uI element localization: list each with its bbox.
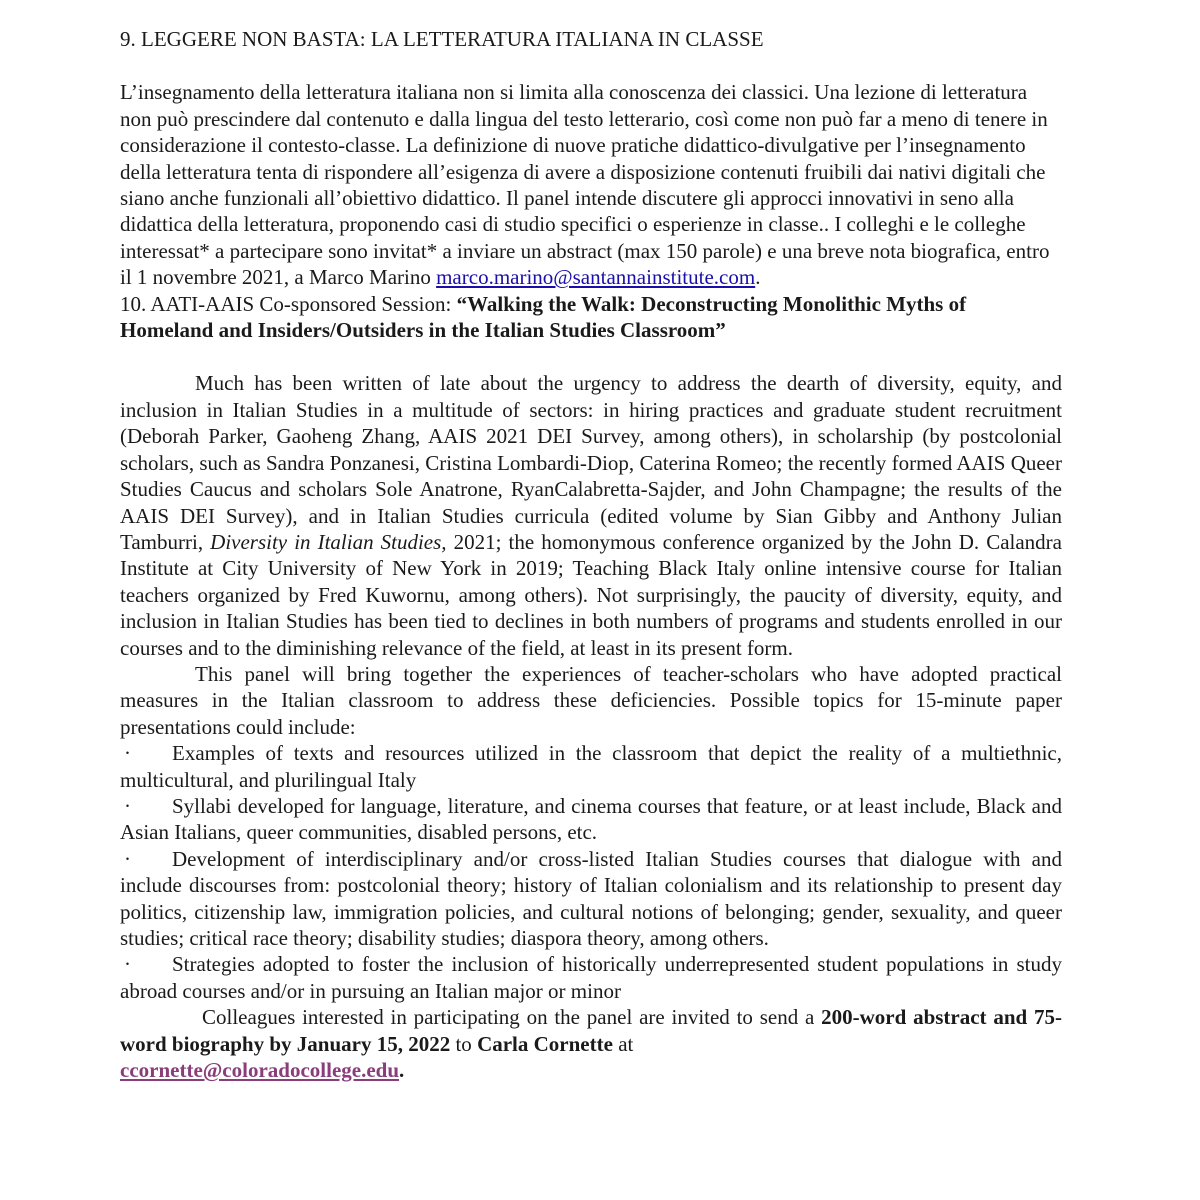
closing-text-c: at	[612, 1031, 634, 1056]
section-10-prefix: 10. AATI-AAIS Co-sponsored Session:	[120, 291, 457, 316]
bullet-text: Examples of texts and resources utilized in the classroom that depict the reality of a multiethnic, multicultural, and plurilingual Italy	[120, 741, 1062, 792]
section-10-paragraph-1	[120, 370, 1062, 660]
carla-cornette-email-link[interactable]: ccornette@coloradocollege.edu	[120, 1058, 400, 1083]
section-9-body	[120, 79, 1062, 290]
closing-period: .	[399, 1058, 405, 1083]
section-9-period: .	[755, 265, 761, 290]
book-title: Diversity in Italian Studies,	[210, 529, 447, 554]
section-9-text: L’insegnamento della letteratura italiana non si limita alla conoscenza dei classici. Una lezione di letteratura non può prescindere dal contenuto e dalla lingua del testo letterario, così come non può far a meno di tenere in considerazione il contesto-classe. La definizione di nuove pratiche didattico-divulgative per l’insegnamento della letteratura tenta di rispondere all’esigenza di avere a disposizione contenuti fruibili dai nativi digitali che siano anche funzionali all’obiettivo didattico. Il panel intende discutere gli approcci innovativi in seno alla didattica della letteratura, proponendo casi di studio specifici o esperienze in classe.. I colleghi e le colleghe interessat* a partecipare sono invitat* a inviare un abstract (max 150 parole) e una breve nota biografica, entro il 1 novembre 2021, a Marco Marino	[120, 80, 1050, 290]
para1-text-b: 2021; the homonymous conference organized by the John D. Calandra Institute at City University of New York in 2019; Teaching Black Italy online intensive course for Italian teachers organized by Fred Kuwornu, among others). Not surprisingly, the paucity of diversity, equity, and inclusion in Italian Studies has been tied to declines in both numbers of programs and students enrolled in our courses and to the diminishing relevance of the field, at least in its present form.	[120, 529, 1062, 660]
topic-bullet-3	[120, 846, 1062, 952]
section-10-session-title: “Walking the Walk: Deconstructing Monolithic Myths of Homeland and Insiders/Outsiders in the Italian Studies Classroom”	[120, 291, 967, 343]
topic-bullet-1	[120, 740, 1062, 793]
spacer	[120, 343, 1062, 370]
section-10-heading	[120, 291, 1062, 344]
bullet-marker: ·	[124, 741, 131, 766]
bullet-marker: ·	[124, 952, 131, 977]
closing-text-b: to	[450, 1031, 478, 1056]
bullet-marker: ·	[124, 793, 131, 818]
marco-marino-email-link[interactable]: marco.marino@santannainstitute.com	[436, 265, 756, 290]
bullet-text: Development of interdisciplinary and/or cross-listed Italian Studies courses that dialogue with and include discourses from: postcolonial theory; history of Italian colonialism and its relationship to present day politics, citizenship law, immigration policies, and cultural notions of belonging; gender, sexuality, and queer studies; critical race theory; disability studies; diaspora theory, among others.	[120, 846, 1062, 950]
bullet-text: Strategies adopted to foster the inclusion of historically underrepresented student populations in study abroad courses and/or in pursuing an Italian major or minor	[120, 952, 1062, 1003]
para1-text-a: Much has been written of late about the urgency to address the dearth of diversity, equity, and inclusion in Italian Studies in a multitude of sectors: in hiring practices and graduate student recruitment (Deborah Parker, Gaoheng Zhang, AAIS 2021 DEI Survey, among others), in scholarship (by postcolonial scholars, such as Sandra Ponzanesi, Cristina Lombardi-Diop, Caterina Romeo; the recently formed AAIS Queer Studies Caucus and scholars Sole Anatrone, RyanCalabretta-Sajder, and John Champagne; the results of the AAIS DEI Survey), and in Italian Studies curricula (edited volume by Sian Gibby and Anthony Julian Tamburri,	[120, 371, 1062, 554]
section-10-paragraph-2: This panel will bring together the experiences of teacher-scholars who have adopted practical measures in the Italian classroom to address these deficiencies. Possible topics for 15-minute paper presentations could include:	[120, 661, 1062, 739]
section-9-heading: 9. LEGGERE NON BASTA: LA LETTERATURA ITALIANA IN CLASSE	[120, 27, 764, 51]
bullet-text: Syllabi developed for language, literature, and cinema courses that feature, or at least include, Black and Asian Italians, queer communities, disabled persons, etc.	[120, 793, 1062, 845]
spacer	[120, 52, 1062, 79]
topic-bullet-4	[120, 951, 1062, 1004]
topic-bullet-2	[120, 793, 1062, 846]
document-page	[120, 26, 1062, 1083]
contact-name: Carla Cornette	[477, 1031, 613, 1056]
call-for-abstracts	[120, 1004, 1062, 1083]
deadline-info: 200-word abstract and 75-word biography by January 15, 2022	[120, 1005, 1062, 1056]
bullet-marker: ·	[124, 846, 131, 871]
closing-text-a: Colleagues interested in participating on the panel are invited to send a	[202, 1005, 822, 1030]
